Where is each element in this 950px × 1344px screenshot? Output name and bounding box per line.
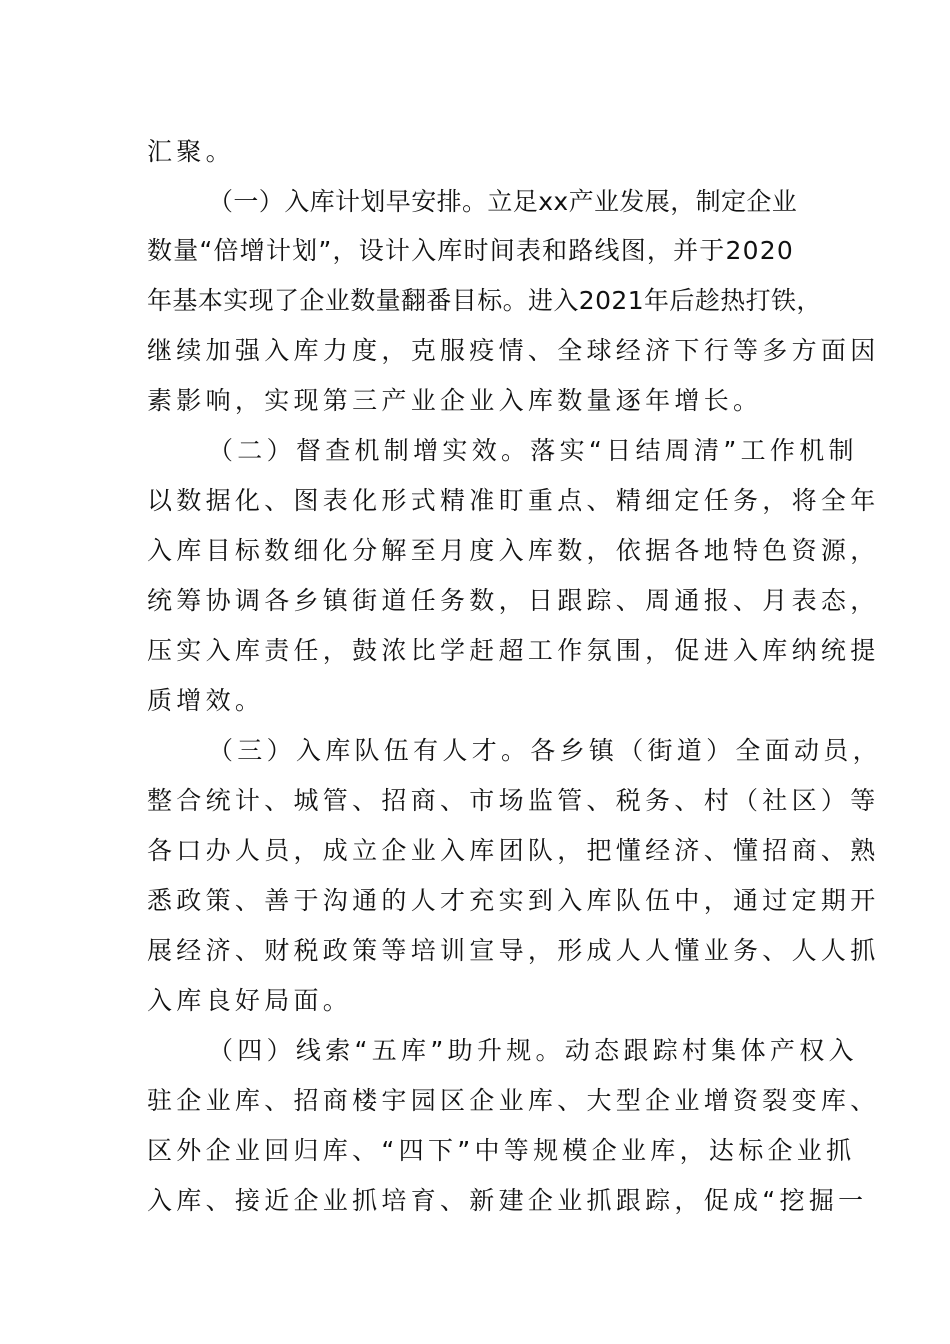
text-line: 各口办人员，成立企业入库团队，把懂经济、懂招商、熟 [147,836,880,865]
paragraph-3-heading-line: （三）入库队伍有人才。各乡镇（街道）全面动员， [208,736,882,765]
text-line: 悉政策、善于沟通的人才充实到入库队伍中，通过定期开 [147,886,880,915]
text-line: 驻企业库、招商楼宇园区企业库、大型企业增资裂变库、 [147,1086,880,1115]
text-line: 继续加强入库力度，克服疫情、全球经济下行等多方面因 [147,336,880,365]
text-line: 区外企业回归库、“四下”中等规模企业库，达标企业抓 [147,1136,856,1165]
paragraph-4-heading-line: （四）线索“五库”助升规。动态跟踪村集体产权入 [208,1036,858,1065]
text-line: 入库目标数细化分解至月度入库数，依据各地特色资源， [147,536,880,565]
text-line: 整合统计、城管、招商、市场监管、税务、村（社区）等 [147,786,880,815]
text-line: 以数据化、图表化形式精准盯重点、精细定任务，将全年 [147,486,880,515]
text-line: 质增效。 [147,686,265,715]
text-line: 入库良好局面。 [147,986,353,1015]
text-line: 入库、接近企业抓培育、新建企业抓跟踪，促成“挖掘一 [147,1186,868,1215]
text-line: 数量“倍增计划”，设计入库时间表和路线图，并于2020 [147,236,794,265]
text-line: 统筹协调各乡镇街道任务数，日跟踪、周通报、月表态， [147,586,880,615]
paragraph-2-heading-line: （二）督查机制增实效。落实“日结周清”工作机制 [208,436,858,465]
text-line: 素影响，实现第三产业企业入库数量逐年增长。 [147,386,763,415]
text-line: 年基本实现了企业数量翻番目标。进入2021年后趁热打铁， [147,286,822,315]
paragraph-1-heading-line: （一）入库计划早安排。立足xx产业发展，制定企业 [208,187,798,216]
text-line: 压实入库责任，鼓浓比学赶超工作氛围，促进入库纳统提 [147,636,880,665]
text-line: 汇聚。 [147,137,235,166]
text-line: 展经济、财税政策等培训宣导，形成人人懂业务、人人抓 [147,936,880,965]
